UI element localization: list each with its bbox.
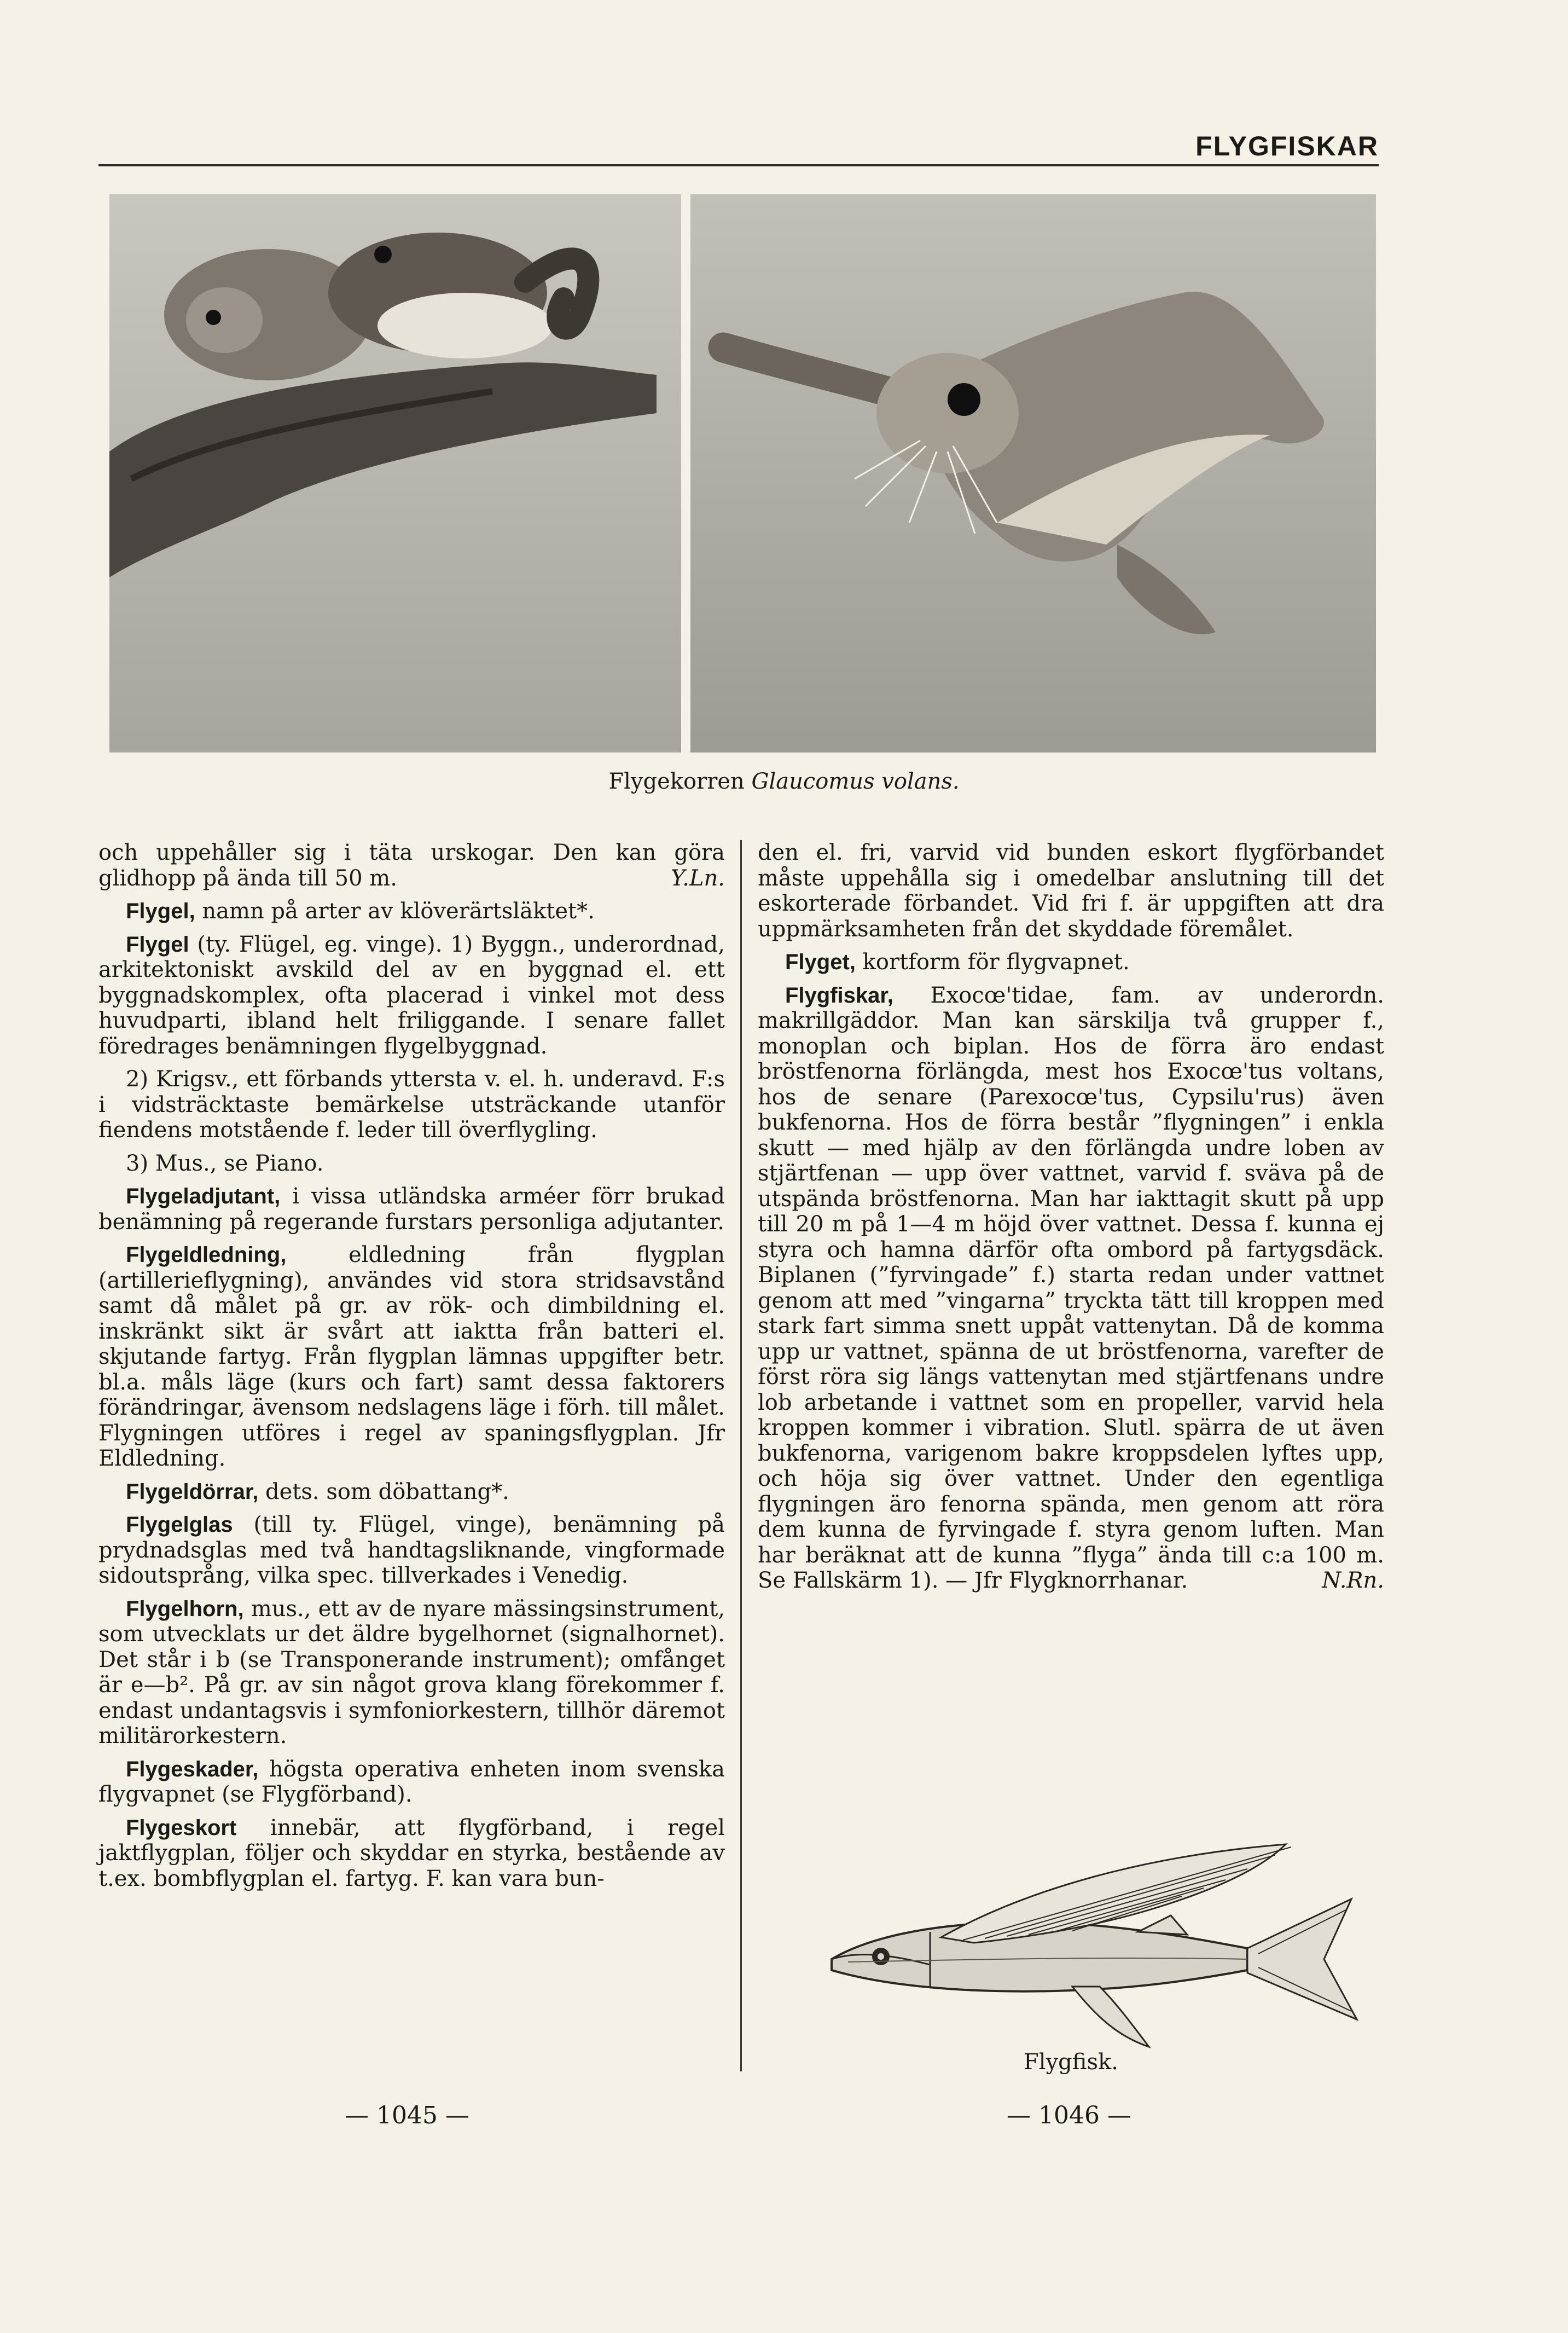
entry-flygfiskar: Flygfiskar, Exocœ'tidae, fam. av underordn. makrillgäddor. Man kan särskilja två grupper f., monoplan och biplan. Hos de förra äro endast bröstfenorna förlängda, mest hos Exocœ'tus voltans, hos de senare (Parexocœ'tus, Cypsilu'rus) även bukfenorna. Hos de förra består ”flygningen” i enkla skutt — med hjälp av den förlängda undre loben av stjärtfenan — upp över vattnet, varvid f. svävа på de utspända bröstfenorna. Man har iakttagit skutt på upp till 20 m på 1—4 m höjd över vattnet. Dessa f. kunna ej styra och hamna därför ofta ombord på fartygsdäck. Biplanen (”fyrvingade” f.) starta redan under vattnet genom att med ”vingarna” tryckta tätt till kroppen med stark fart simma snett uppåt vattenytan. Då de komma upp ur vattnet, spänna de ut bröstfenorna, varefter de först röra sig längs vattenytan med stjärtfenans undre lob arbetande i vattnet som en propeller, varvid hela kroppen kommer i vibration. Slutl. spärra de ut även bukfenorna, varigenom bakre kroppsdelen lyftes upp, och höja sig över vattnet. Under den egentliga flygningen äro fenorna spända, men genom att röra dem kunna de fyrvingade f. styra genom luften. Man har beräknat att de kunna ”flyga” ända till c:a 100 m. Se Fallskärm 1). — Jfr Flygknorrhanar. N.Rn. <box>758 982 1384 1593</box>
right-column <box>758 840 1384 1601</box>
caption-species: Glaucomus volans. <box>751 769 960 794</box>
author-signature: N.Rn. <box>1322 1568 1384 1593</box>
entry-continuation: och uppehåller sig i täta urskogar. Den kan göra glidhopp på ända till 50 m. Y.Ln. <box>98 840 725 891</box>
entry-flygel-sense-3: 3) Mus., se Piano. <box>126 1150 324 1176</box>
entry-headword: Flygeskader, <box>126 1757 259 1781</box>
entry-flygel-plant: Flygel, namn på arter av klöverärtsläktet*. <box>126 899 595 924</box>
author-signature: Y.Ln. <box>670 865 725 891</box>
flying-fish-illustration <box>766 1822 1379 2052</box>
entry-headword: Flygelglas <box>126 1513 233 1537</box>
entry-flygel-sense-2: 2) Krigsv., ett förbands yttersta v. el. h. underavd. F:s i vidsträcktaste bemärkelse utsträckande utanför fiendens motstående f. leder till överflygling. <box>98 1067 725 1143</box>
left-column <box>98 840 725 1899</box>
photo-squirrels-on-branch <box>109 194 681 752</box>
entry-flygelhorn: Flygelhorn, mus., ett av de nyare mässingsinstrument, som utvecklats ur det äldre bygelhornet (signalhornet). Det står i b (se Transponerande instrument); omfånget är e—b². På gr. av sin något grova klang förekommer f. endast undantagsvis i symfoniorkestern, tillhör däremot militärorkestern. <box>98 1596 725 1749</box>
entry-flygel: Flygel (ty. Flügel, eg. vinge). 1) Byggn., underordnad, arkitektoniskt avskild del av en byggnad el. ett byggnadskomplex, ofta placerad i vinkel mot dess huvudparti, ibland helt friliggande. I senare fallet föredrages benämningen flygelbyggnad. <box>98 931 725 1059</box>
photo-gliding-squirrel <box>690 194 1376 752</box>
entry-headword: Flygfiskar, <box>785 983 893 1008</box>
entry-headword: Flygel, <box>126 899 195 923</box>
entry-headword: Flygeskort <box>126 1815 237 1840</box>
entry-flyget: Flyget, kortform för flygvapnet. <box>785 950 1130 975</box>
entry-flygeskort-continued: den el. fri, varvid vid bunden eskort flygförbandet måste uppehålla sig i omedelbar anslutning till det eskorterade förbandet. Vid fri f. är uppgiften att dra uppmärksamheten från det skyddade föremålet. <box>758 840 1384 942</box>
header-title: FLYGFISKAR <box>1195 131 1379 161</box>
caption-prefix: Flygekorren <box>608 769 745 794</box>
fish-caption: Flygfisk. <box>1024 2050 1118 2075</box>
page-number-right: — 1046 — <box>1007 2102 1131 2129</box>
entry-flygeladjutant: Flygeladjutant, i vissa utländska arméer förr brukad benämning på regerande furstars personliga adjutanter. <box>98 1184 725 1235</box>
entry-headword: Flygeldledning, <box>126 1243 287 1267</box>
entry-headword: Flygeladjutant, <box>126 1184 281 1208</box>
entry-headword: Flygeldörrar, <box>126 1479 259 1504</box>
figure-caption <box>0 769 1568 794</box>
page-number-left: — 1045 — <box>345 2102 469 2129</box>
entry-flygeskader: Flygeskader, högsta operativa enheten inom svenska flygvapnet (se Flygförband). <box>98 1756 725 1807</box>
column-divider <box>740 840 742 2071</box>
entry-headword: Flygelhorn, <box>126 1596 244 1621</box>
running-header <box>98 126 1379 166</box>
entry-headword: Flygel <box>126 932 189 957</box>
entry-flygeldledning: Flygeldledning, eldledning från flygplan (artillerieflygning), användes vid stora stridsavstånd samt då målet på gr. av rök- och dimbildning el. inskränkt sikt är svårt att iaktta från batteri el. skjutande fartyg. Från flygplan lämnas uppgifter betr. bl.a. måls läge (kurs och fart) samt dessa faktorers förändringar, ävensom nedslagens läge i förh. till målet. Flygningen utföres i regel av spaningsflygplan. Jfr Eldledning. <box>98 1242 725 1471</box>
entry-flygeldorrar: Flygeldörrar, dets. som döbattang*. <box>126 1479 509 1504</box>
entry-flygeskort: Flygeskort innebär, att flygförband, i regel jaktflygplan, följer och skyddar en styrka, bestående av t.ex. bombflygplan el. fartyg. F. kan vara bun- <box>98 1815 725 1891</box>
entry-headword: Flyget, <box>785 950 856 974</box>
entry-flygelglas: Flygelglas (till ty. Flügel, vinge), benämning på prydnadsglas med två handtagsliknande, vingformade sidoutsprång, vilka spec. tillverkades i Venedig. <box>98 1512 725 1588</box>
